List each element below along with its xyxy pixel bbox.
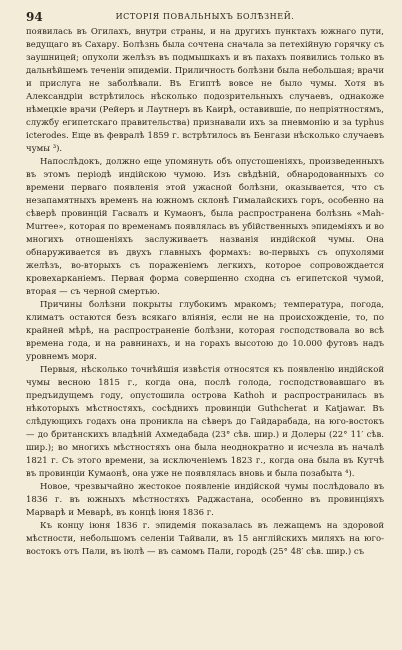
page-number: 94: [26, 10, 43, 24]
paragraph: Къ концу іюня 1836 г. эпидемія показалась въ лежащемъ на здоровой мѣстности, небольшомъ селеніи Тайвали, въ 15 англійскихъ миляхъ на юго-востокъ отъ Пали, въ іюлѣ — въ самомъ Пали, городѣ (25° 48′ сѣв. шир.) съ: [26, 521, 384, 557]
body-text: [26, 26, 384, 559]
paragraph: Причины болѣзни покрыты глубокимъ мракомъ; температура, погода, климатъ остаются безъ всякаго вліянія, если не на происхожденіе, то, по крайней мѣрѣ, на распространеніе болѣзни, которая господствовала во всѣ времена года, и на равнинахъ, и на горахъ высотою до 10.000 футовъ надъ уровнемъ моря.: [26, 300, 384, 362]
running-head: ИСТОРІЯ ПОВАЛЬНЫХЪ БОЛѢЗНЕЙ.: [115, 12, 295, 21]
page-header: [26, 10, 384, 24]
paragraph: появилась въ Огилахъ, внутри страны, и на другихъ пунктахъ южнаго пути, ведущаго въ Сахару. Болѣзнь была сочтена сначала за петехійную горячку съ заушницей; опухоли желѣзъ въ подмышкахъ и въ пахахъ появились только въ дальнѣйшемъ теченіи эпидеміи. Приличность болѣзни была небольшая; врачи и прислуга не заболѣвали. Въ Египтѣ вовсе не было чумы. Хотя въ Александріи встрѣтилось нѣсколько подозрительныхъ случаевъ, однакоже нѣмецкіе врачи (Рейеръ и Лаутнеръ въ Каирѣ, оставившіе, по непріятностямъ, службу египетскаго правительства) признавали ихъ за пневмонію и за typhus icterodes. Еще въ февралѣ 1859 г. встрѣтилось въ Бенгази нѣсколько случаевъ чумы ³).: [26, 27, 384, 154]
paragraph: Новое, чрезвычайно жестокое появленіе индійской чумы послѣдовало въ 1836 г. въ южныхъ мѣстностяхъ Раджастана, особенно въ провинціяхъ Марварѣ и Меварѣ, въ концѣ іюня 1836 г.: [26, 482, 384, 518]
paragraph: Напослѣдокъ, должно еще упомянуть объ опустошеніяхъ, произведенныхъ въ этомъ періодѣ индійскою чумою. Изъ свѣдѣній, обнародованныхъ со времени перваго появленія этой ужасной болѣзни, оказывается, что съ незапамятныхъ временъ на южномъ склонѣ Гималайскихъ горъ, особенно на сѣверѣ провинцій Гасвалъ и Кумаонъ, была распространена болѣзнь «Mah-Murree», которая по временамъ появлялась въ убійственныхъ эпидеміяхъ и во многихъ отношеніяхъ заслуживаетъ названія индійской чумы. Она обнаруживается въ двухъ главныхъ формахъ: во-первыхъ съ опухолями желѣзъ, во-вторыхъ съ пораженіемъ легкихъ, которое сопровождается кровехарканіемъ. Первая форма совершенно сходна съ египетской чумой, вторая — съ черной смертью.: [26, 157, 384, 297]
paragraph: Первыя, нѣсколько точнѣйшія извѣстія относятся къ появленію индійской чумы весною 1815 г., когда она, послѣ голода, господствовавшаго въ предъидущемъ году, опустошила острова Kathoh и распространилась въ нѣкоторыхъ мѣстностяхъ, сосѣднихъ провинціи Guthcherat и Katjawar. Въ слѣдующихъ годахъ она проникла на сѣверъ до Гайдарабада, на юго-востокъ — до британскихъ владѣній Ахмедабада (23° сѣв. шир.) и Долеры (22° 11′ сѣв. шир.); во многихъ мѣстностяхъ она была неоднократно и исчезла въ началѣ 1821 г. Съ этого времени, за исключеніемъ 1823 г., когда она была въ Кутчѣ въ провинціи Кумаонѣ, она уже не появлялась вновь и была позабыта ⁴).: [26, 365, 384, 479]
